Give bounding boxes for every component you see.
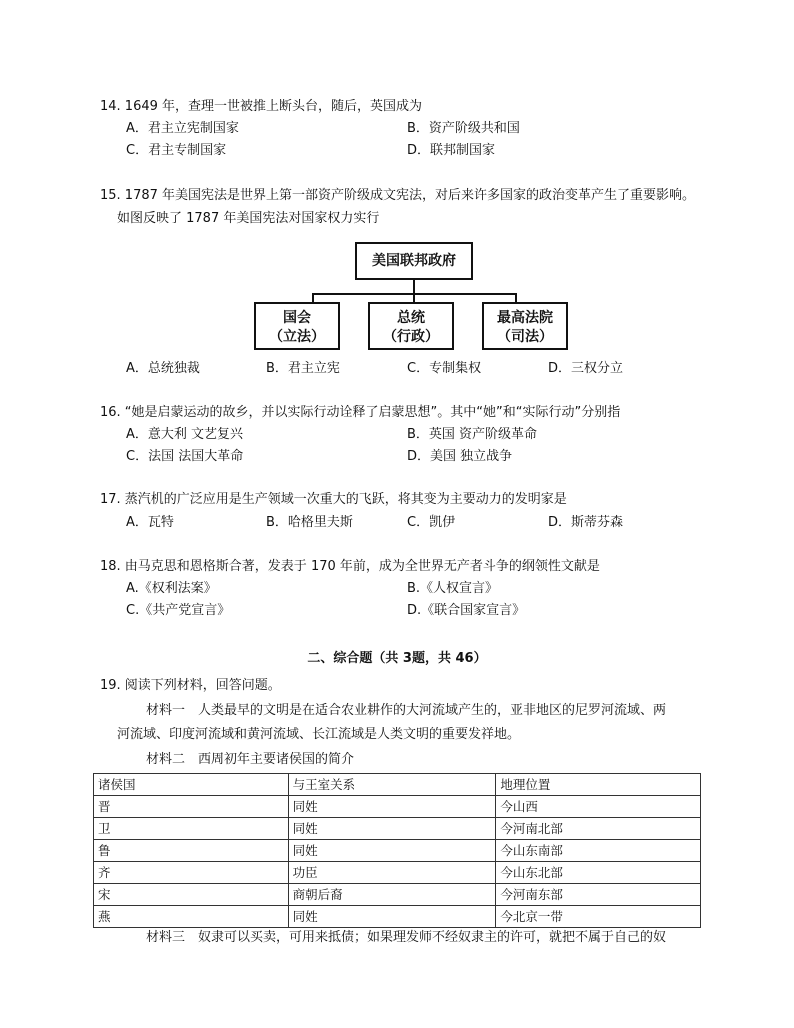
table-cell: 今河南北部: [496, 818, 701, 840]
table-header-row: [94, 774, 701, 796]
table-header: 与王室关系: [288, 774, 496, 796]
table-cell: 卫: [94, 818, 289, 840]
q14-option-b: B．资产阶级共和国: [407, 121, 520, 136]
table-cell: 晋: [94, 796, 289, 818]
material3-line1: 材料三 奴隶可以买卖，可用来抵债；如果理发师不经奴隶主的许可，就把不属于自己的奴: [146, 930, 667, 945]
q14-stem: 14. 1649 年，查理一世被推上断头台，随后，英国成为: [100, 99, 423, 114]
q18-stem: 18. 由马克思和恩格斯合著，发表于 170 年前，成为全世界无产者斗争的纲领性文献是: [100, 559, 600, 574]
q14-option-a: A．君主立宪制国家: [126, 121, 239, 136]
q15-stem-line2: 如图反映了 1787 年美国宪法对国家权力实行: [117, 211, 380, 226]
diagram-branch-name: 国会: [283, 310, 311, 326]
table-row: [94, 906, 701, 928]
q15-option-a: A．总统独裁: [126, 361, 200, 376]
table-cell: 同姓: [288, 840, 496, 862]
q16-option-b: B．英国 资产阶级革命: [407, 427, 538, 442]
table-header: 诸侯国: [94, 774, 289, 796]
q17-option-a: A．瓦特: [126, 515, 174, 530]
diagram-connector: [413, 280, 415, 294]
diagram-branch-legislative: [254, 302, 340, 350]
table-cell: 今河南东部: [496, 884, 701, 906]
diagram-branch-judicial: [482, 302, 568, 350]
q15-option-b: B．君主立宪: [266, 361, 340, 376]
table-cell: 功臣: [288, 862, 496, 884]
diagram-branch-role: （行政）: [383, 329, 439, 345]
table-row: [94, 862, 701, 884]
q15-option-c: C．专制集权: [407, 361, 482, 376]
diagram-branch-name: 总统: [397, 310, 425, 326]
table-cell: 商朝后裔: [288, 884, 496, 906]
table-cell: 齐: [94, 862, 289, 884]
q18-option-d: D.《联合国家宣言》: [407, 603, 526, 618]
q18-option-b: B.《人权宣言》: [407, 581, 499, 596]
table-cell: 今北京一带: [496, 906, 701, 928]
q17-stem: 17. 蒸汽机的广泛应用是生产领域一次重大的飞跃，将其变为主要动力的发明家是: [100, 492, 567, 507]
table-row: [94, 840, 701, 862]
section-title: 二、综合题（共 3题，共 46）: [307, 651, 487, 666]
diagram-branch-role: （立法）: [269, 329, 325, 345]
q14-option-d: D．联邦制国家: [407, 143, 496, 158]
diagram-root-box: 美国联邦政府: [355, 242, 473, 280]
table-cell: 燕: [94, 906, 289, 928]
table-cell: 同姓: [288, 906, 496, 928]
diagram-branch-executive: [368, 302, 454, 350]
table-cell: 鲁: [94, 840, 289, 862]
q18-option-a: A.《权利法案》: [126, 581, 217, 596]
table-cell: 今山东北部: [496, 862, 701, 884]
table-row: [94, 796, 701, 818]
table-row: [94, 884, 701, 906]
q16-option-d: D．美国 独立战争: [407, 449, 513, 464]
diagram-branch-name: 最高法院: [497, 310, 553, 326]
table-cell: 同姓: [288, 796, 496, 818]
table-cell: 今山东南部: [496, 840, 701, 862]
q16-option-a: A．意大利 文艺复兴: [126, 427, 244, 442]
q17-option-b: B．哈格里夫斯: [266, 515, 353, 530]
q16-stem: 16. “她是启蒙运动的故乡，并以实际行动诠释了启蒙思想”。其中“她”和“实际行动”分别指: [100, 405, 621, 420]
q17-option-c: C．凯伊: [407, 515, 456, 530]
q19-stem: 19. 阅读下列材料，回答问题。: [100, 678, 281, 693]
table-row: [94, 818, 701, 840]
q18-option-c: C.《共产党宣言》: [126, 603, 231, 618]
table-cell: 宋: [94, 884, 289, 906]
table-cell: 同姓: [288, 818, 496, 840]
q15-stem-line1: 15. 1787 年美国宪法是世界上第一部资产阶级成文宪法，对后来许多国家的政治变革产生了重要影响。: [100, 188, 696, 203]
q16-option-c: C．法国 法国大革命: [126, 449, 244, 464]
material2-title: 材料二 西周初年主要诸侯国的简介: [146, 752, 355, 767]
table-header: 地理位置: [496, 774, 701, 796]
material1-line1: 材料一 人类最早的文明是在适合农业耕作的大河流域产生的，亚非地区的尼罗河流域、两: [146, 703, 667, 718]
material1-line2: 河流域、印度河流域和黄河流域、长江流域是人类文明的重要发祥地。: [117, 727, 521, 742]
q17-option-d: D．斯蒂芬森: [548, 515, 624, 530]
vassal-states-table: [93, 773, 701, 928]
diagram-branch-role: （司法）: [497, 329, 553, 345]
q15-option-d: D．三权分立: [548, 361, 624, 376]
table-cell: 今山西: [496, 796, 701, 818]
q14-option-c: C．君主专制国家: [126, 143, 227, 158]
